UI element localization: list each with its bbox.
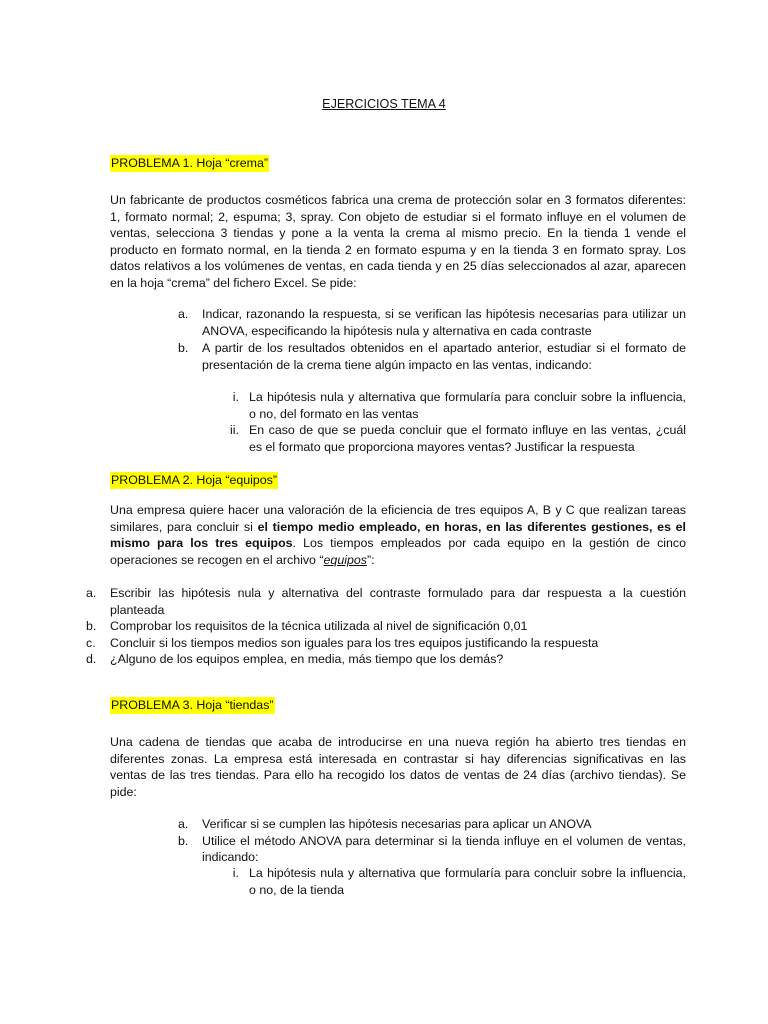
problem-2-intro <box>110 502 686 568</box>
list-item-text: Utilice el método ANOVA para determinar si la tienda influye en el volumen de ventas, indicando: <box>202 833 686 865</box>
list-item <box>178 306 686 339</box>
list-item <box>230 422 686 455</box>
intro-text: . Los tiempos empleados por cada equipo en la gestión de cinco operaciones se recogen en el archivo “ <box>110 536 686 567</box>
list-marker: d. <box>86 652 97 667</box>
problem-3-sublist <box>232 865 686 898</box>
list-marker: i. <box>232 390 239 404</box>
page-title: EJERCICIOS TEMA 4 <box>322 97 446 111</box>
intro-bold-text: el tiempo medio empleado, en horas, en las diferentes gestiones, es el mismo para los tres equipos <box>110 519 686 551</box>
problem-2-list <box>86 585 686 668</box>
problem-3-list <box>178 816 686 866</box>
list-item-text: Escribir las hipótesis nula y alternativa del contraste formulado para dar respuesta a la cuestión planteada <box>110 586 686 617</box>
list-marker: a. <box>178 307 189 321</box>
problem-1-sublist <box>230 389 686 455</box>
list-item <box>178 816 686 833</box>
list-marker: ii. <box>230 423 239 438</box>
list-item <box>178 833 686 866</box>
list-marker: b. <box>86 619 97 634</box>
list-item <box>232 389 686 422</box>
problem-3-intro: Una cadena de tiendas que acaba de introducirse en una nueva región ha abierto tres tiendas en diferentes zonas. La empresa está interesada en contrastar si hay diferencias significativas en las ventas de las tres tiendas. Para ello ha recogido los datos de ventas de 24 días (archivo tiendas). Se pide: <box>110 735 686 799</box>
list-item-text: Verificar si se cumplen las hipótesis necesarias para aplicar un ANOVA <box>202 817 592 831</box>
list-item-text: A partir de los resultados obtenidos en el apartado anterior, estudiar si el formato de presentación de la crema tiene algún impacto en las ventas, indicando: <box>202 341 686 372</box>
list-item-text: En caso de que se pueda concluir que el formato influye en las ventas, ¿cuál es el formato que proporciona mayores ventas? Justificar la respuesta <box>249 423 686 454</box>
list-marker: a. <box>86 586 97 600</box>
problem-2-heading: PROBLEMA 2. Hoja “equipos” <box>111 473 277 487</box>
list-marker: b. <box>178 341 189 356</box>
list-marker: c. <box>86 635 96 650</box>
list-item-text: Concluir si los tiempos medios son iguales para los tres equipos justificando la respuesta <box>110 635 599 650</box>
list-item-text: Indicar, razonando la respuesta, si se verifican las hipótesis necesarias para utilizar un ANOVA, especificando la hipótesis nula y alternativa en cada contraste <box>202 307 686 338</box>
list-item-text: ¿Alguno de los equipos emplea, en media, más tiempo que los demás? <box>110 652 504 667</box>
intro-text: Una empresa quiere hacer una valoración de la eficiencia de tres equipos A, B y C que realizan tareas similares, para concluir si <box>110 503 686 534</box>
list-item <box>232 865 686 898</box>
intro-text: ”: <box>366 552 375 567</box>
list-item-text: La hipótesis nula y alternativa que formularía para concluir sobre la influencia, o no, de la tienda <box>249 866 686 897</box>
list-marker: i. <box>232 866 239 880</box>
problem-1-list <box>178 306 686 373</box>
list-item <box>86 585 686 618</box>
list-item <box>86 651 686 668</box>
list-marker: a. <box>178 817 189 831</box>
list-item <box>86 635 686 652</box>
problem-3-heading: PROBLEMA 3. Hoja “tiendas” <box>111 698 274 712</box>
list-item <box>178 340 686 373</box>
problem-1-heading: PROBLEMA 1. Hoja “crema” <box>111 156 268 170</box>
list-item-text: La hipótesis nula y alternativa que formularía para concluir sobre la influencia, o no, del formato en las ventas <box>249 390 686 421</box>
file-name: equipos <box>323 552 367 567</box>
list-item <box>86 618 686 635</box>
list-marker: b. <box>178 833 189 848</box>
list-item-text: Comprobar los requisitos de la técnica utilizada al nivel de significación 0,01 <box>110 619 528 634</box>
problem-1-intro: Un fabricante de productos cosméticos fabrica una crema de protección solar en 3 formatos diferentes: 1, formato normal; 2, espuma; 3, spray. Con objeto de estudiar si el formato influye en el volumen de ventas, selecciona 3 tiendas y pone a la venta la crema al mismo precio. En la tienda 1 vende el producto en formato normal, en la tienda 2 en formato espuma y en la tienda 3 en formato spray. Los datos relativos a los volúmenes de ventas, en cada tienda y en 25 días seleccionados al azar, aparecen en la hoja “crema” del fichero Excel. Se pide: <box>110 193 686 290</box>
